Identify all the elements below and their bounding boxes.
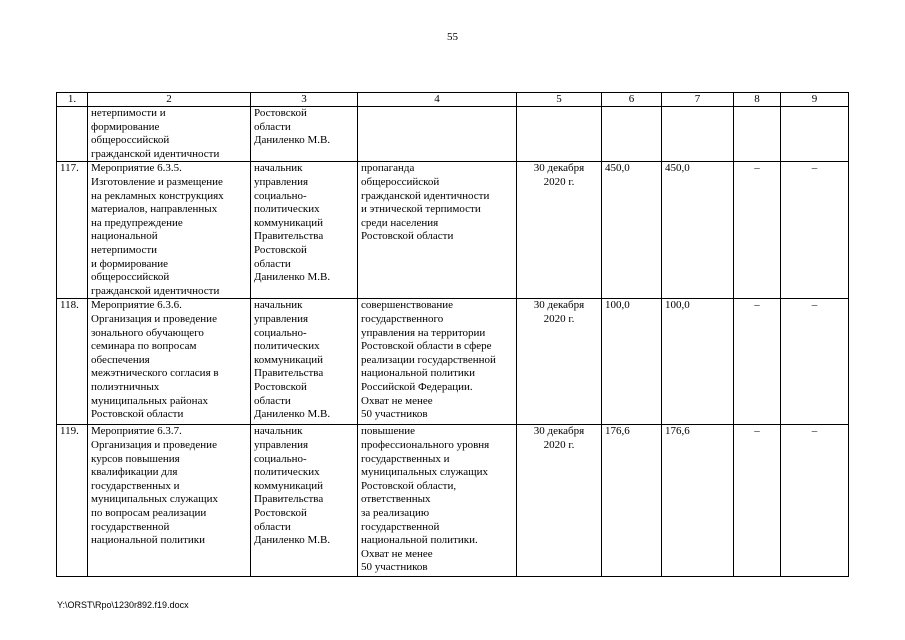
activity-name: Мероприятие 6.3.6. Организация и проведение зонального обучающего семинара по вопросам обеспечения межэтнического согласия в полиэтничных муниципальных районах Ростовской области <box>88 299 251 425</box>
row-number: 118. <box>57 299 88 425</box>
table-row <box>57 107 849 162</box>
header-col-1: 1. <box>57 93 88 107</box>
executor: начальник управления социально- политических коммуникаций Правительства Ростовской области Даниленко М.В. <box>251 299 358 425</box>
header-col-3: 3 <box>251 93 358 107</box>
table-row <box>57 162 849 299</box>
program-table <box>56 92 849 577</box>
table-row <box>57 425 849 577</box>
amount-col-9 <box>781 107 849 162</box>
amount-col-8: – <box>734 425 781 577</box>
expected-result: совершенствование государственного управления на территории Ростовской области в сфере реализации государственной национальной политики Российской Федерации. Охват не менее 50 участников <box>358 299 517 425</box>
header-col-6: 6 <box>602 93 662 107</box>
header-col-7: 7 <box>662 93 734 107</box>
amount-col-8 <box>734 107 781 162</box>
amount-col-8: – <box>734 299 781 425</box>
deadline <box>517 107 602 162</box>
header-col-8: 8 <box>734 93 781 107</box>
amount-col-6: 176,6 <box>602 425 662 577</box>
activity-name: Мероприятие 6.3.5. Изготовление и размещение на рекламных конструкциях материалов, направленных на предупреждение национальной нетерпимости и формирование общероссийской гражданской идентичности <box>88 162 251 299</box>
activity-name: нетерпимости и формирование общероссийской гражданской идентичности <box>88 107 251 162</box>
file-path-footer: Y:\ORST\Rpo\1230r892.f19.docx <box>57 600 189 610</box>
deadline: 30 декабря 2020 г. <box>517 425 602 577</box>
expected-result: повышение профессионального уровня государственных и муниципальных служащих Ростовской области, ответственных за реализацию государственной национальной политики. Охват не менее 50 участников <box>358 425 517 577</box>
executor: начальник управления социально- политических коммуникаций Правительства Ростовской области Даниленко М.В. <box>251 162 358 299</box>
amount-col-6: 450,0 <box>602 162 662 299</box>
deadline: 30 декабря 2020 г. <box>517 299 602 425</box>
amount-col-6: 100,0 <box>602 299 662 425</box>
row-number: 119. <box>57 425 88 577</box>
amount-col-9: – <box>781 299 849 425</box>
amount-col-7: 100,0 <box>662 299 734 425</box>
amount-col-9: – <box>781 162 849 299</box>
amount-col-8: – <box>734 162 781 299</box>
amount-col-9: – <box>781 425 849 577</box>
header-col-9: 9 <box>781 93 849 107</box>
deadline: 30 декабря 2020 г. <box>517 162 602 299</box>
amount-col-6 <box>602 107 662 162</box>
header-col-5: 5 <box>517 93 602 107</box>
amount-col-7: 176,6 <box>662 425 734 577</box>
row-number: 117. <box>57 162 88 299</box>
header-col-2: 2 <box>88 93 251 107</box>
executor: Ростовской области Даниленко М.В. <box>251 107 358 162</box>
row-number <box>57 107 88 162</box>
header-col-4: 4 <box>358 93 517 107</box>
amount-col-7: 450,0 <box>662 162 734 299</box>
executor: начальник управления социально- политических коммуникаций Правительства Ростовской области Даниленко М.В. <box>251 425 358 577</box>
expected-result: пропаганда общероссийской гражданской идентичности и этнической терпимости среди населения Ростовской области <box>358 162 517 299</box>
amount-col-7 <box>662 107 734 162</box>
page-number: 55 <box>447 31 458 43</box>
header-row <box>57 93 849 107</box>
table-row <box>57 299 849 425</box>
activity-name: Мероприятие 6.3.7. Организация и проведение курсов повышения квалификации для государственных и муниципальных служащих по вопросам реализации государственной национальной политики <box>88 425 251 577</box>
expected-result <box>358 107 517 162</box>
